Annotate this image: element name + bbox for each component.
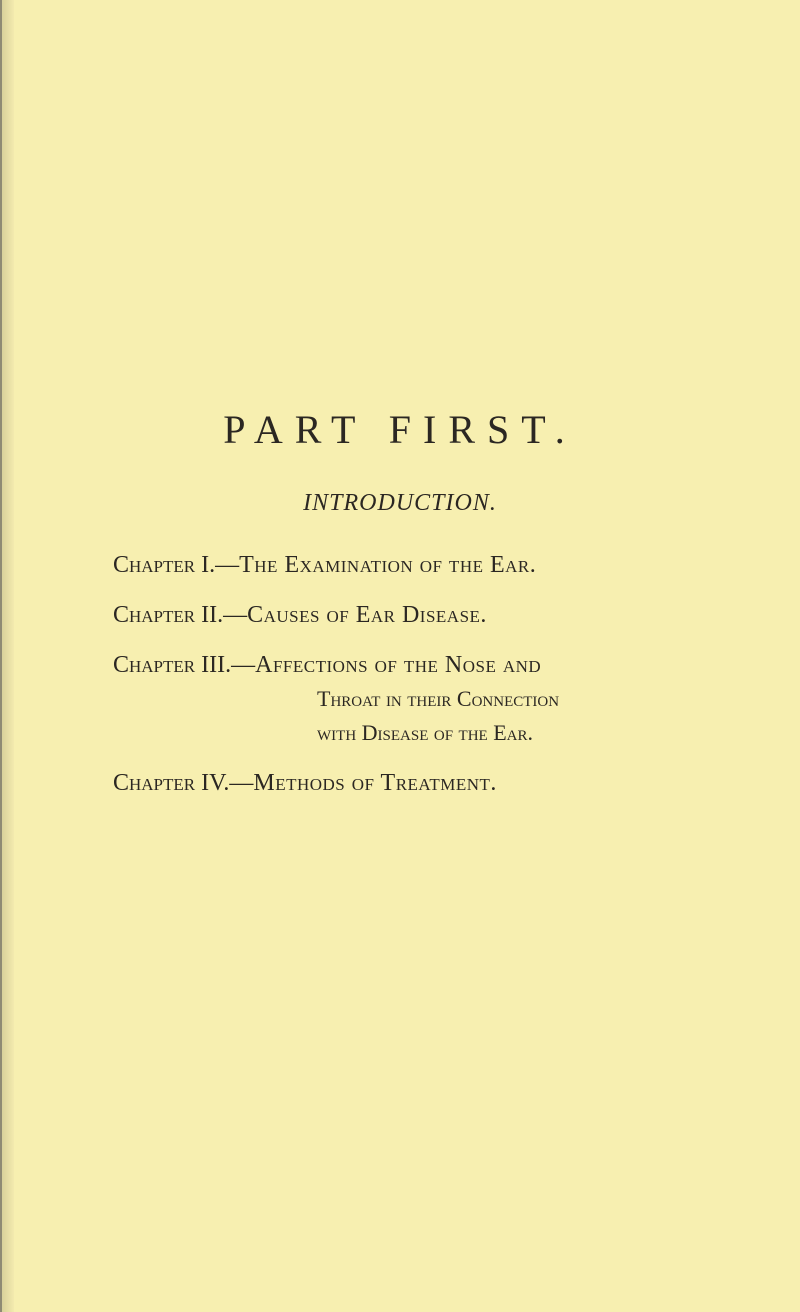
chapter-3: Chapter III. — Affections of the Nose and: [113, 648, 693, 682]
chapter-3-continuation-line-1: Throat in their Connection: [317, 686, 560, 711]
chapter-3-title: Affections of the Nose and: [255, 652, 542, 678]
part-title: PART FIRST.: [223, 407, 577, 452]
chapter-2-title: Causes of Ear Disease.: [247, 602, 487, 628]
chapter-1-label: Chapter I.: [113, 552, 216, 578]
page-gutter-edge: [0, 0, 14, 1312]
chapter-4-title: Methods of Treatment.: [253, 770, 497, 796]
chapter-4-label: Chapter IV.: [113, 770, 230, 796]
chapter-3-label: Chapter III.: [113, 652, 232, 678]
chapter-list: [113, 548, 693, 816]
chapter-3-continuation-line-2: with Disease of the Ear.: [317, 720, 533, 745]
chapter-2: Chapter II. — Causes of Ear Disease.: [113, 598, 693, 632]
chapter-4: Chapter IV. — Methods of Treatment.: [113, 766, 693, 800]
section-subtitle: INTRODUCTION.: [303, 490, 497, 516]
chapter-2-label: Chapter II.: [113, 602, 224, 628]
chapter-1: Chapter I. — The Examination of the Ear.: [113, 548, 693, 582]
chapter-1-title: The Examination of the Ear.: [239, 552, 537, 578]
